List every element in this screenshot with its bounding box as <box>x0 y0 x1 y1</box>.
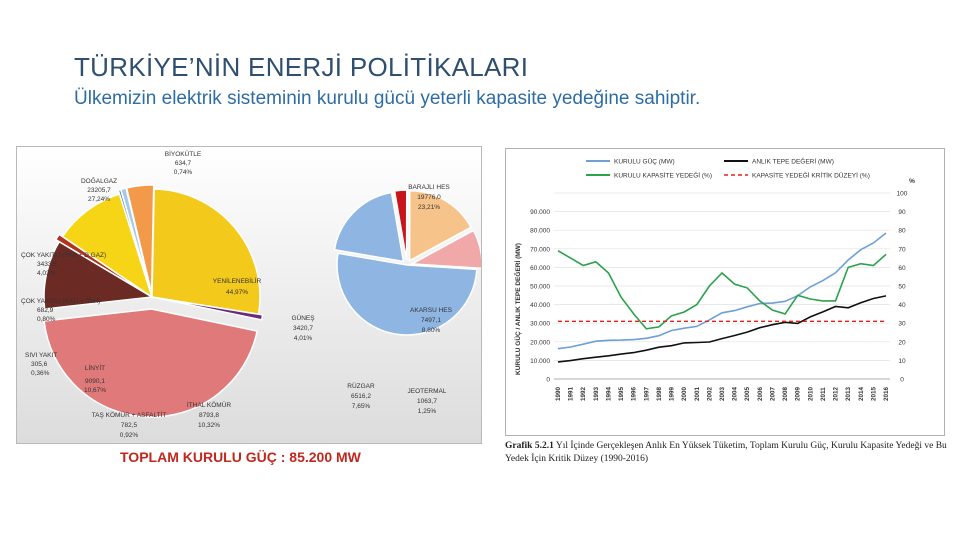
line-chart-panel <box>505 148 945 436</box>
label-solar-value: 3420,7 <box>293 325 313 332</box>
y2-tick-label: 0 <box>900 376 904 384</box>
x-tick-label: 2005 <box>744 386 752 401</box>
y-tick-label: 60.000 <box>530 264 550 272</box>
caption-text: Yıl İçinde Gerçekleşen Anlık En Yüksek Tüketim, Toplam Kurulu Güç, Kurulu Kapasite Yedeği ve Bu Yedek İçin Kritik Düzey (1990-2016) <box>505 441 947 464</box>
x-tick-label: 2016 <box>883 386 890 401</box>
label-renewable-name: YENİLENEBİLİR <box>212 278 262 285</box>
label-river-name: AKARSU HES <box>410 307 452 314</box>
y-tick-label: 20.000 <box>530 339 550 347</box>
x-tick-label: 2000 <box>681 386 689 401</box>
x-tick-label: 2010 <box>807 386 815 401</box>
label-solar-name: GÜNEŞ <box>291 315 315 322</box>
x-tick-label: 1999 <box>668 386 676 401</box>
label-dam-pct: 23,21% <box>417 204 441 211</box>
y-tick-label: 50.000 <box>530 283 550 291</box>
label-lignite-name: LİNYİT <box>84 365 106 372</box>
label-dam-value: 19776,0 <box>417 194 441 201</box>
x-tick-label: 2008 <box>782 386 790 401</box>
x-tick-label: 2011 <box>819 387 827 401</box>
label-liquid-pct: 0,36% <box>31 370 50 377</box>
y-tick-label: 70.000 <box>530 246 550 254</box>
legend-kurulu: KURULU GÜÇ (MW) <box>614 158 675 166</box>
x-tick-label: 2013 <box>845 386 853 401</box>
x-tick-label: 1991 <box>567 386 575 401</box>
line-chart <box>506 149 944 435</box>
label-multi-gas-pct: 4,03% <box>37 270 56 277</box>
y2-tick-label: 10 <box>898 357 906 365</box>
y-axis-label: KURULU GÜÇ / ANLIK TEPE DEĞERİ (MW) <box>515 243 522 375</box>
label-hardcoal-pct: 0,92% <box>119 432 139 439</box>
label-multi-solid-pct: 0,80% <box>37 316 56 323</box>
label-import-coal-name: İTHAL KÖMÜR <box>186 402 232 409</box>
label-biomass-name: BİYOKÜTLE <box>164 151 202 158</box>
chart-caption <box>505 440 957 466</box>
y2-axis-unit: % <box>909 178 915 185</box>
label-lignite-pct: 10,67% <box>83 387 107 394</box>
pie-chart-panel <box>16 146 482 444</box>
y2-tick-label: 50 <box>898 283 906 291</box>
label-multi-gas-name: ÇOK YAKITLI (SIVI + D.GAZ) <box>21 252 107 259</box>
x-tick-label: 1992 <box>580 386 588 401</box>
label-hardcoal-name: TAŞ KÖMÜR + ASFALTİT <box>91 412 167 419</box>
legend-anlik: ANLIK TEPE DEĞERİ (MW) <box>752 158 834 166</box>
x-tick-label: 1994 <box>605 386 613 401</box>
label-liquid-name: SIVI YAKIT <box>25 352 58 359</box>
x-tick-label: 2006 <box>756 386 764 401</box>
label-import-coal-value: 8793,8 <box>199 412 219 419</box>
y-tick-label: 10.000 <box>530 357 550 365</box>
x-tick-label: 1995 <box>618 386 626 401</box>
page-subtitle: Ülkemizin elektrik sisteminin kurulu gücü yeterli kapasite yedeğine sahiptir. <box>74 88 701 109</box>
label-solar-pct: 4,01% <box>293 335 313 342</box>
label-river-pct: 8,80% <box>421 327 441 334</box>
x-tick-label: 2007 <box>769 386 777 401</box>
x-tick-label: 2009 <box>794 386 802 401</box>
label-multi-solid-value: 682,9 <box>37 307 54 314</box>
label-gas-value: 23205,7 <box>87 187 111 194</box>
label-multi-solid-name: ÇOK YAKITLI (KATI + SIVI) <box>21 298 101 305</box>
label-liquid-value: 305,6 <box>31 361 48 368</box>
legend-yedek: KURULU KAPASİTE YEDEĞİ (%) <box>614 172 713 180</box>
y2-tick-label: 80 <box>898 227 906 235</box>
y2-tick-label: 100 <box>896 190 908 198</box>
label-geo-value: 1063,7 <box>417 398 437 405</box>
x-tick-label: 2001 <box>693 386 701 401</box>
y-tick-label: 0 <box>546 376 550 384</box>
y2-tick-label: 40 <box>898 302 906 310</box>
label-biomass-value: 634,7 <box>174 160 192 167</box>
y2-tick-label: 70 <box>898 246 906 254</box>
total-installed-power: TOPLAM KURULU GÜÇ : 85.200 MW <box>120 449 361 465</box>
x-tick-label: 2015 <box>870 386 878 401</box>
label-wind-name: RÜZGAR <box>347 383 375 390</box>
page-title: TÜRKİYE’NİN ENERJİ POLİTİKALARI <box>74 52 529 82</box>
x-tick-label: 1990 <box>555 386 562 401</box>
y2-tick-label: 20 <box>898 339 906 347</box>
label-geo-name: JEOTERMAL <box>407 388 447 395</box>
y2-tick-label: 30 <box>898 320 906 328</box>
label-renewable-pct: 44,97% <box>225 289 249 296</box>
caption-number: Grafik 5.2.1 <box>505 441 554 451</box>
x-tick-label: 1996 <box>630 386 638 401</box>
label-biomass-pct: 0,74% <box>173 169 193 176</box>
x-tick-label: 2003 <box>719 386 726 401</box>
label-dam-name: BARAJLI HES <box>408 184 450 191</box>
label-wind-value: 6516,2 <box>351 393 371 400</box>
label-gas-name: DOĞALGAZ <box>80 178 118 185</box>
x-tick-label: 2012 <box>832 386 840 401</box>
y-tick-label: 40.000 <box>530 302 550 310</box>
y2-tick-label: 60 <box>898 264 906 272</box>
x-tick-label: 2002 <box>706 386 714 401</box>
x-tick-label: 2014 <box>857 386 865 401</box>
label-multi-gas-value: 3433,6 <box>37 261 57 268</box>
x-tick-label: 1997 <box>643 386 651 401</box>
label-hardcoal-value: 782,5 <box>120 422 138 429</box>
x-tick-label: 1993 <box>592 386 600 401</box>
label-wind-pct: 7,65% <box>351 403 371 410</box>
legend-kritik: KAPASİTE YEDEĞİ KRİTİK DÜZEYİ (%) <box>752 172 870 180</box>
label-gas-pct: 27,24% <box>87 196 111 203</box>
y2-tick-label: 90 <box>898 209 906 217</box>
x-tick-label: 2004 <box>731 386 739 401</box>
y-tick-label: 90.000 <box>530 209 550 217</box>
label-geo-pct: 1,25% <box>417 408 437 415</box>
label-river-value: 7497,1 <box>421 317 441 324</box>
y-tick-label: 30.000 <box>530 320 550 328</box>
y-tick-label: 80.000 <box>530 227 550 235</box>
label-import-coal-pct: 10,32% <box>197 422 221 429</box>
pie-chart <box>17 147 481 443</box>
x-tick-label: 1998 <box>655 386 663 401</box>
label-lignite-value: 9090,1 <box>85 378 105 385</box>
